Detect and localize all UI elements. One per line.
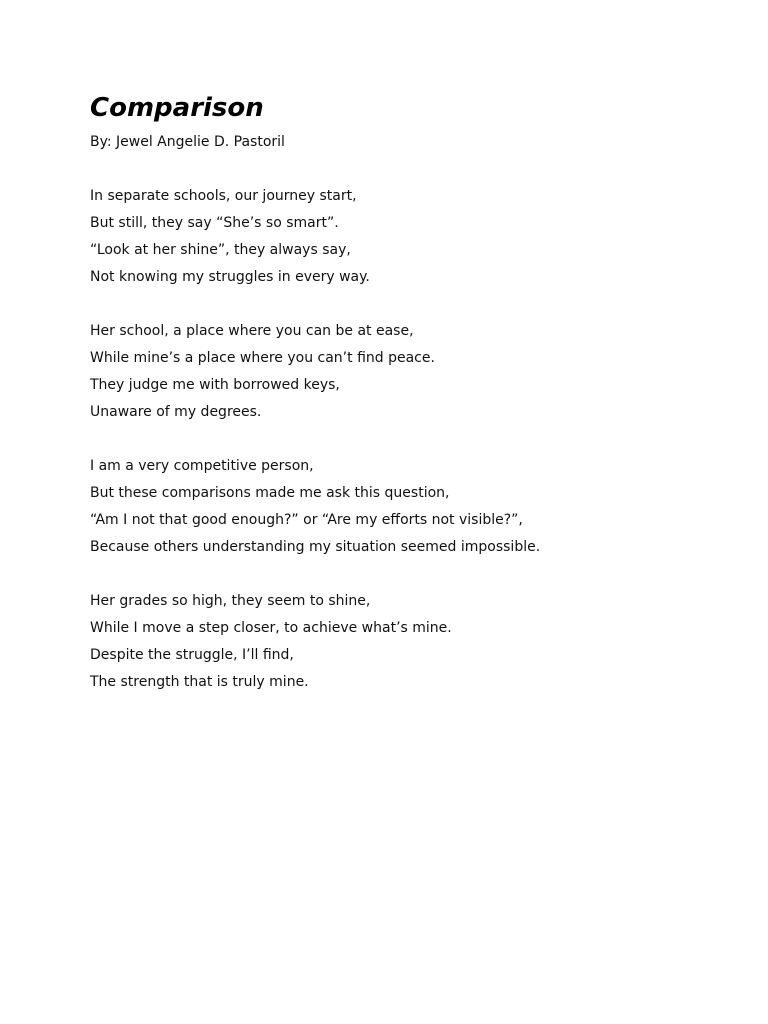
poem-line: Her school, a place where you can be at ease, [90,323,414,339]
poem-line: But these comparisons made me ask this question, [90,485,450,501]
poem-line: “Look at her shine”, they always say, [90,242,351,258]
poem-line: While mine’s a place where you can’t find peace. [90,350,435,366]
poem-line: In separate schools, our journey start, [90,188,357,204]
poem-line: They judge me with borrowed keys, [90,377,340,393]
poem-line: Her grades so high, they seem to shine, [90,593,371,609]
poem-line: Not knowing my struggles in every way. [90,269,370,285]
poem-line: The strength that is truly mine. [90,674,309,690]
poem-line: “Am I not that good enough?” or “Are my efforts not visible?”, [90,512,523,528]
stanza-3 [90,453,690,561]
poem-line: Because others understanding my situation seemed impossible. [90,539,541,555]
document-page [90,88,690,696]
poem-line: But still, they say “She’s so smart”. [90,215,339,231]
stanza-1 [90,183,690,291]
poem-title: Comparison [90,93,264,123]
poem-line: Unaware of my degrees. [90,404,262,420]
poem-line: I am a very competitive person, [90,458,314,474]
stanza-2 [90,318,690,426]
poem-line: While I move a step closer, to achieve what’s mine. [90,620,452,636]
stanza-4 [90,588,690,696]
poem-author: By: Jewel Angelie D. Pastoril [90,134,285,150]
poem-line: Despite the struggle, I’ll find, [90,647,294,663]
